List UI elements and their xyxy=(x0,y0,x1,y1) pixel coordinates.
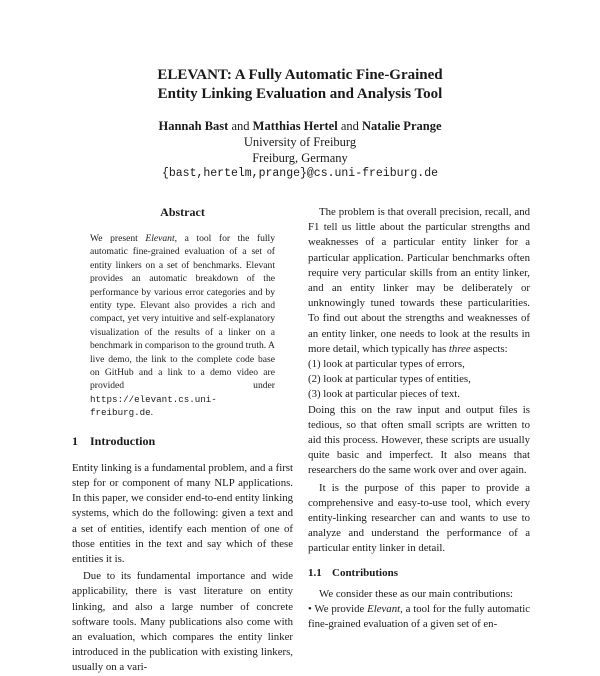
location: Freiburg, Germany xyxy=(252,151,348,165)
affiliation: University of Freiburg xyxy=(243,135,357,149)
problem-paragraph xyxy=(308,205,530,357)
contributions-intro: We consider these as our main contributions: xyxy=(319,587,514,600)
contributions-heading xyxy=(308,567,530,579)
problem-text-end: aspects: xyxy=(470,342,508,355)
list-item: (3) look at particular pieces of text. xyxy=(308,388,460,401)
author-2: Matthias Hertel xyxy=(252,119,338,133)
author-1: Hannah Bast xyxy=(158,119,229,133)
contribution-bullet xyxy=(308,602,530,632)
subsection-title: Contributions xyxy=(332,566,399,579)
title-line-2: Entity Linking Evaluation and Analysis Tool xyxy=(157,86,443,102)
emphasis-three: three xyxy=(448,342,471,355)
bullet-text-start: We provide xyxy=(311,602,368,615)
aspect-list xyxy=(308,357,530,403)
author-3: Natalie Prange xyxy=(362,119,442,133)
abstract-text-main: , a tool for the fully automatic fine-grained evaluation of a set of entity linkers on a set of benchmarks. Elevant provides an automatic breakdown of the performance by various error categories and by entity type. Elevant also provides a rich and compact, yet very intuitive and self-explanatory visualization of the results of a linker on a benchmark in comparison to the ground truth. A live demo, the link to the complete code base on GitHub and a link to a demo video are provided under xyxy=(90,233,275,392)
list-item: (1) look at particular types of errors, xyxy=(308,358,465,371)
author-block xyxy=(0,118,600,182)
abstract-text-end: . xyxy=(150,407,154,419)
abstract-body xyxy=(90,232,275,420)
author-and-1: and xyxy=(231,119,250,133)
introduction-heading xyxy=(72,434,293,449)
right-column xyxy=(308,205,530,632)
author-names xyxy=(0,118,600,134)
bullet-text-end: , a tool for the fully automatic fine-grained evaluation of a given set of en- xyxy=(308,602,530,631)
title-line-1: ELEVANT: A Fully Automatic Fine-Grained xyxy=(157,67,443,83)
email: {bast,hertelm,prange}@cs.uni-freiburg.de xyxy=(161,167,439,180)
subsection-number: 1.1 xyxy=(308,566,322,579)
bullet-tool-name: Elevant xyxy=(367,602,401,615)
author-and-2: and xyxy=(340,119,359,133)
list-item: (2) look at particular types of entities, xyxy=(308,373,471,386)
left-column xyxy=(72,205,293,676)
paper-title xyxy=(0,66,600,104)
abstract-heading: Abstract xyxy=(160,205,205,219)
abstract-url[interactable]: https://elevant.cs.uni-freiburg.de xyxy=(90,393,217,419)
bullet-icon: • xyxy=(308,602,312,615)
section-title: Introduction xyxy=(90,433,156,448)
intro-paragraph-2: Due to its fundamental importance and wide applicability, there is vast literature on entity linking, and also a large number of concrete software tools. Many publications also come with an evaluation, which compares the entity linker introduced in the publication with existing linkers, usually on a vari- xyxy=(72,570,293,674)
intro-paragraph-1: Entity linking is a fundamental problem, and a first step for or component of many NLP applications. In this paper, we consider end-to-end entity linking systems, which do the following: given a text and a set of entities, identify each mention of one of those entities in the text and say which of these entities it is. xyxy=(72,461,293,565)
raw-files-paragraph: Doing this on the raw input and output files is tedious, so that often small scripts are written to aid this process. However, these scripts are usually quite basic and imperfect. It also means that researchers do the same work over and over again. xyxy=(308,403,530,477)
problem-text: The problem is that overall precision, recall, and F1 tell us little about the particular strengths and weaknesses of a particular entity linker for a particular application. Particular benchmarks often require very particular skills from an entity linker, and an entity linker may be deliberately or unknowingly tuned towards these particularities. To find out about the strengths and weaknesses of an entity linker, one needs to look at the results in more detail, which typically has xyxy=(308,206,530,355)
purpose-paragraph: It is the purpose of this paper to provide a comprehensive and easy-to-use tool, which every entity-linking researcher can and wants to use to analyze and understand the performance of a particular entity linker in detail. xyxy=(308,481,530,555)
abstract-tool-name: Elevant xyxy=(145,233,175,244)
section-number: 1 xyxy=(72,433,78,448)
abstract-text-start: We present xyxy=(90,233,146,244)
